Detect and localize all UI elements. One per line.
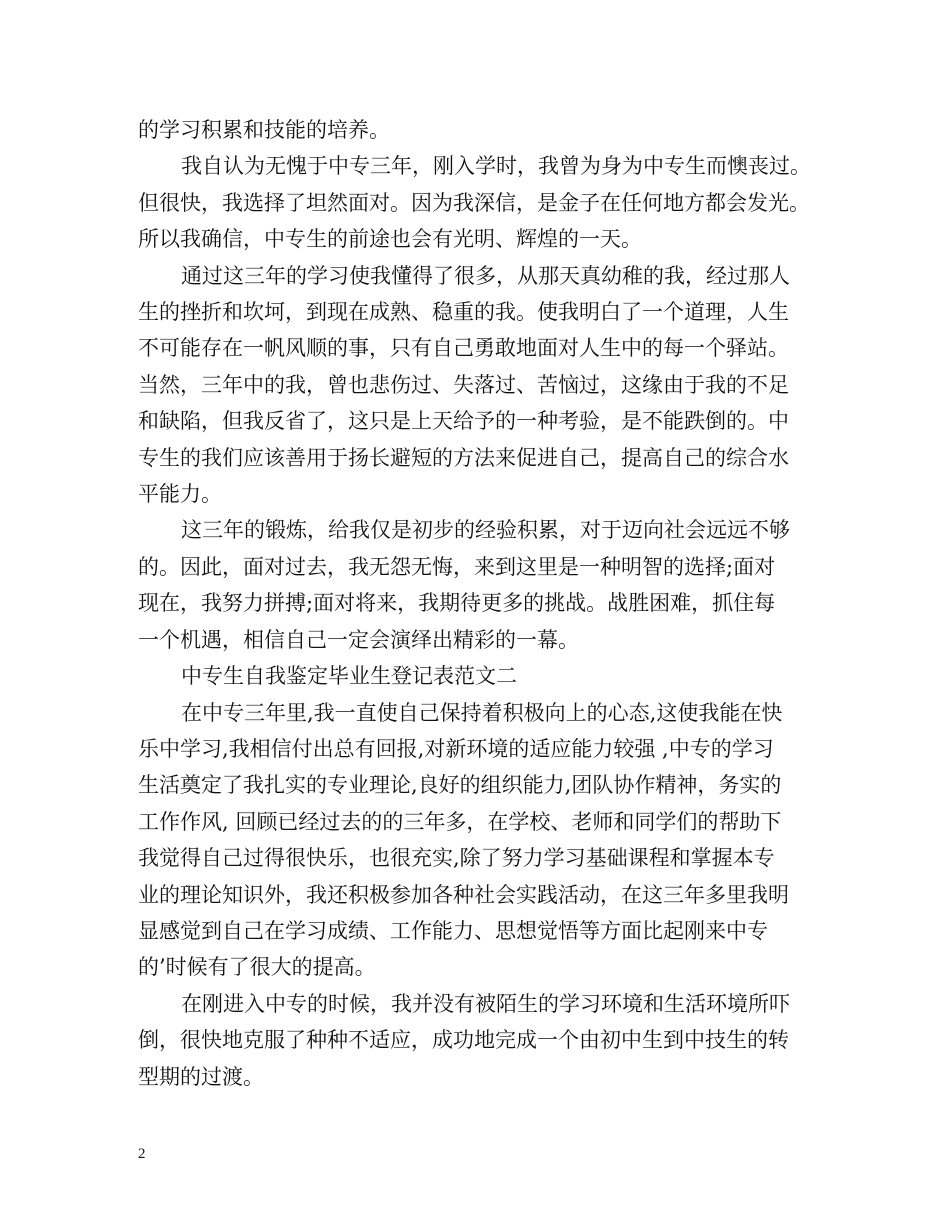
- paragraph-first-line: 我自认为无愧于中专三年，刚入学时，我曾为身为中专生而懊丧过。: [181, 154, 811, 179]
- paragraph-line: 业的理论知识外，我还积极参加各种社会实践活动，在这三年多里我明: [138, 882, 789, 907]
- paragraph-first-line: 这三年的锻炼，给我仅是初步的经验积累，对于迈向社会远远不够: [181, 518, 790, 543]
- paragraph-line: 型期的过渡。: [138, 1064, 264, 1089]
- paragraph-line: 一个机遇，相信自己一定会演绎出精彩的一幕。: [138, 627, 579, 652]
- paragraph-line: 专生的我们应该善用于扬长避短的方法来促进自己，提高自己的综合水: [138, 445, 789, 470]
- paragraph-line: 不可能存在一帆风顺的事，只有自己勇敢地面对人生中的每一个驿站。: [138, 336, 789, 361]
- paragraph-line: 显感觉到自己在学习成绩、工作能力、思想觉悟等方面比起刚来中专: [138, 918, 768, 943]
- paragraph-line: 和缺陷，但我反省了，这只是上天给予的一种考验，是不能跌倒的。中: [138, 409, 789, 434]
- paragraph-line: 的’时候有了很大的提高。: [138, 955, 376, 980]
- paragraph-line: 所以我确信，中专生的前途也会有光明、辉煌的一天。: [138, 227, 642, 252]
- paragraph-line: 我觉得自己过得很快乐，也很充实,除了努力学习基础课程和掌握本专: [138, 846, 775, 871]
- paragraph-line: 生的挫折和坎坷，到现在成熟、稳重的我。使我明白了一个道理，人生: [138, 300, 789, 325]
- paragraph-line: 工作作风, 回顾已经过去的的三年多，在学校、老师和同学们的帮助下: [138, 809, 782, 834]
- paragraph-line: 倒，很快地克服了种种不适应，成功地完成一个由初中生到中技生的转: [138, 1028, 789, 1053]
- paragraph-line: 平能力。: [138, 482, 222, 507]
- paragraph-first-line: 中专生自我鉴定毕业生登记表范文二: [181, 664, 517, 689]
- paragraph-first-line: 在中专三年里,我一直使自己保持着积极向上的心态,这使我能在快: [181, 700, 783, 725]
- paragraph-line: 但很快，我选择了坦然面对。因为我深信，是金子在任何地方都会发光。: [138, 190, 810, 215]
- paragraph-line: 现在，我努力拼搏;面对将来，我期待更多的挑战。战胜困难，抓住每: [138, 591, 776, 616]
- page-body-text: [138, 112, 818, 1095]
- paragraph-line: 当然，三年中的我，曾也悲伤过、失落过、苦恼过，这缘由于我的不足: [138, 372, 789, 397]
- paragraph-first-line: 通过这三年的学习使我懂得了很多，从那天真幼稚的我，经过那人: [181, 263, 790, 288]
- paragraph-line: 的。因此，面对过去，我无怨无悔，来到这里是一种明智的选择;面对: [138, 554, 776, 579]
- paragraph-line: 生活奠定了我扎实的专业理论,良好的组织能力,团队协作精神，务实的: [138, 773, 782, 798]
- paragraph-first-line: 在刚进入中专的时候，我并没有被陌生的学习环境和生活环境所吓: [181, 991, 790, 1016]
- page-number: 2: [138, 1146, 146, 1162]
- paragraph-line: 的学习积累和技能的培养。: [138, 118, 390, 142]
- paragraph-line: 乐中学习,我相信付出总有回报,对新环境的适应能力较强 ,中专的学习: [138, 736, 774, 761]
